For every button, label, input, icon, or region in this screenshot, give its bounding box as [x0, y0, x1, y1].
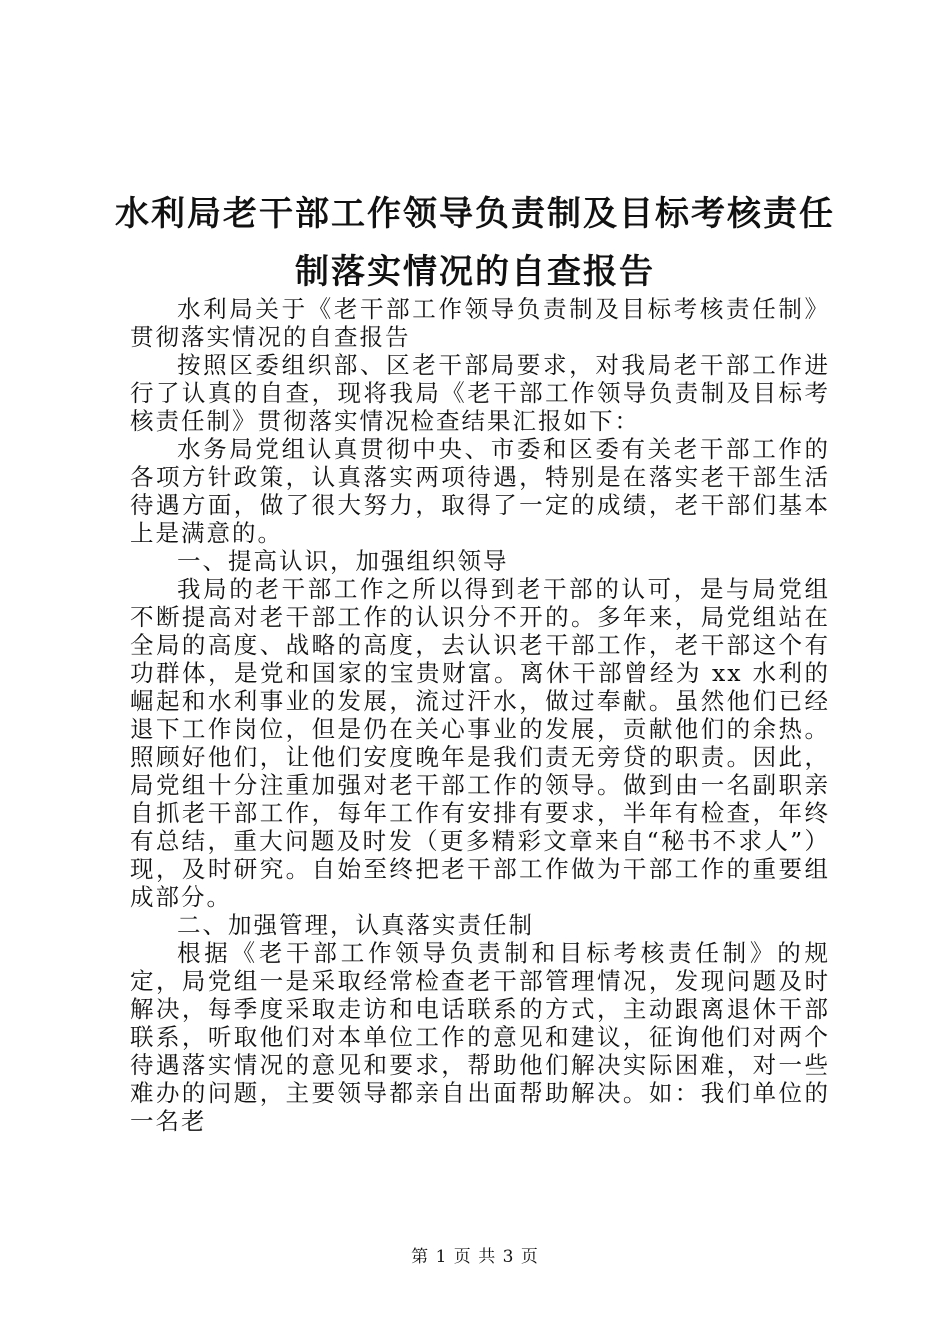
page-number-footer: 第 1 页 共 3 页	[411, 1247, 539, 1267]
section-heading-2: 二、加强管理，认真落实责任制	[177, 911, 534, 939]
paragraph-section-1: 我局的老干部工作之所以得到老干部的认可，是与局党组不断提高对老干部工作的认识分不开的。多年来，局党组站在全局的高度、战略的高度，去认识老干部工作，老干部这个有功群体，是党和国家的宝贵财富。离休干部曾经为 xx 水利的崛起和水利事业的发展，流过汗水，做过奉献。虽然他们已经退下工作岗位，但是仍在关心事业的发展，贡献他们的余热。照顾好他们，让他们安度晚年是我们责无旁贷的职责。因此，局党组十分注重加强对老干部工作的领导。做到由一名副职亲自抓老干部工作，每年工作有安排有要求，半年有检查，年终有总结，重大问题及时发（更多精彩文章来自“秘书不求人”）现，及时研究。自始至终把老干部工作做为干部工作的重要组成部分。	[130, 575, 830, 911]
document-body	[130, 295, 830, 1135]
document-title-line-2: 制落实情况的自查报告	[295, 252, 655, 292]
paragraph-overview: 水务局党组认真贯彻中央、市委和区委有关老干部工作的各项方针政策，认真落实两项待遇，特别是在落实老干部生活待遇方面，做了很大努力，取得了一定的成绩，老干部们基本上是满意的。	[130, 435, 830, 547]
paragraph-intro: 按照区委组织部、区老干部局要求，对我局老干部工作进行了认真的自查，现将我局《老干部工作领导负责制及目标考核责任制》贯彻落实情况检查结果汇报如下：	[130, 351, 830, 435]
section-heading-1: 一、提高认识，加强组织领导	[177, 547, 509, 575]
document-title-line-1: 水利局老干部工作领导负责制及目标考核责任	[115, 194, 835, 234]
paragraph-section-2: 根据《老干部工作领导负责制和目标考核责任制》的规定，局党组一是采取经常检查老干部管理情况，发现问题及时解决，每季度采取走访和电话联系的方式，主动跟离退休干部联系，听取他们对本单位工作的意见和建议，征询他们对两个待遇落实情况的意见和要求，帮助他们解决实际困难，对一些难办的问题，主要领导都亲自出面帮助解决。如：我们单位的一名老	[130, 939, 830, 1135]
paragraph-report-subtitle: 水利局关于《老干部工作领导负责制及目标考核责任制》贯彻落实情况的自查报告	[130, 295, 830, 351]
